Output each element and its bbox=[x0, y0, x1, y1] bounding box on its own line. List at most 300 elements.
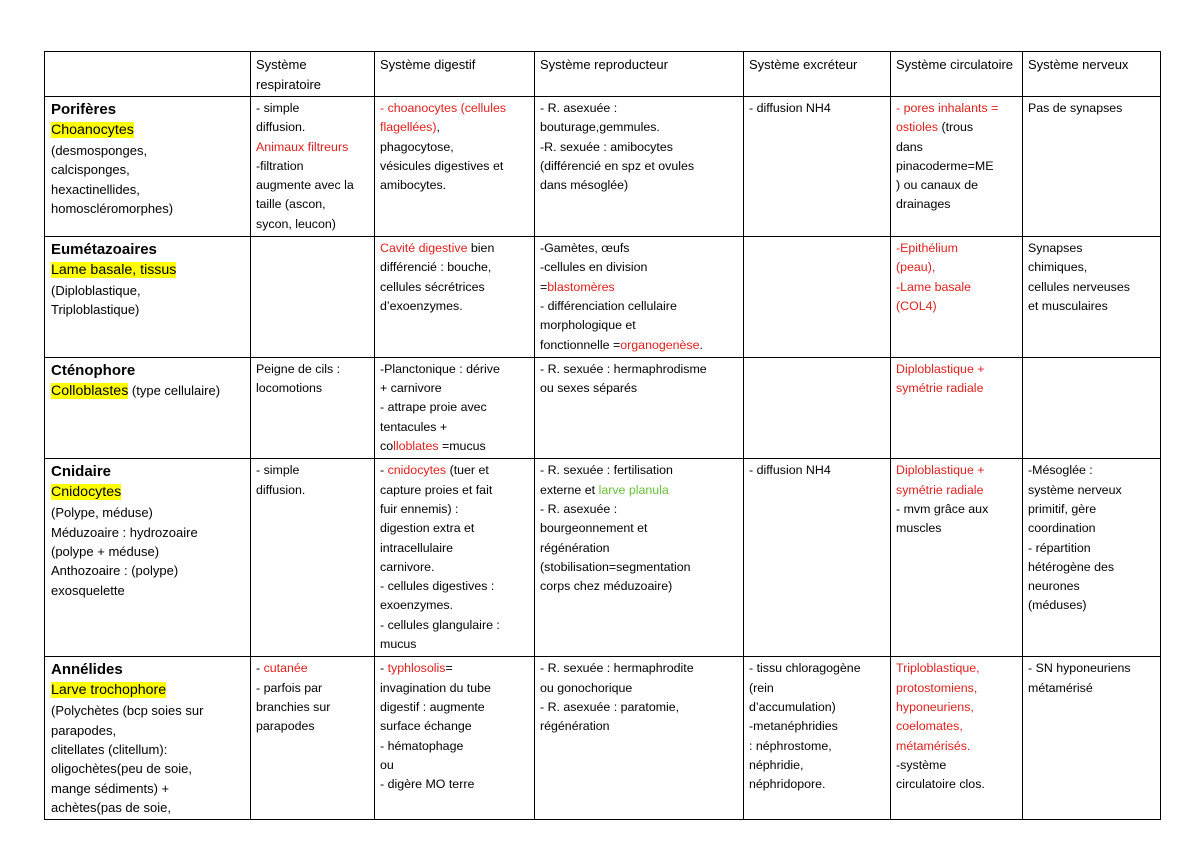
cell-line bbox=[896, 481, 1017, 500]
group-description-line: (desmosponges, bbox=[51, 143, 148, 158]
cell-text: - simple bbox=[256, 463, 300, 478]
cell-line bbox=[896, 297, 1017, 316]
cell-text: - bbox=[380, 661, 388, 676]
cell-reproducteur bbox=[535, 357, 744, 458]
cell-text: dans bbox=[896, 139, 923, 154]
cell-line bbox=[256, 195, 369, 214]
cell-line bbox=[896, 118, 1017, 137]
group-feature: Choanocytes bbox=[51, 122, 134, 138]
cell-text: -R. sexuée : amibocytes bbox=[540, 139, 673, 154]
cell-text: - diffusion NH4 bbox=[749, 463, 831, 478]
cell-line bbox=[540, 379, 738, 398]
cell-line bbox=[380, 717, 529, 736]
table-row bbox=[45, 237, 1161, 358]
cell-excreteur bbox=[744, 657, 891, 820]
cell-line bbox=[540, 258, 738, 277]
cell-text: - cellules glangulaire : bbox=[380, 617, 500, 632]
cell-text: = bbox=[445, 661, 453, 676]
cell-line bbox=[380, 519, 529, 538]
cell-text: -Epithélium bbox=[896, 241, 958, 256]
cell-text: - mvm grâce aux bbox=[896, 501, 989, 516]
cell-text: : néphrostome, bbox=[749, 738, 832, 753]
cell-line bbox=[749, 698, 885, 717]
cell-line bbox=[380, 418, 529, 437]
header-respiratoire: Système respiratoire bbox=[251, 52, 375, 97]
cell-text: -Lame basale bbox=[896, 279, 972, 294]
group-name: Annélides bbox=[51, 661, 123, 679]
cell-line bbox=[1028, 539, 1155, 558]
group-feature-line bbox=[51, 482, 245, 503]
cell-line bbox=[1028, 278, 1155, 297]
cell-text: Peigne de cils : bbox=[256, 361, 341, 376]
cell-circulatoire bbox=[891, 657, 1023, 820]
cell-text: sycon, leucon) bbox=[256, 216, 336, 231]
cell-text: et musculaires bbox=[1028, 298, 1108, 313]
cell-line bbox=[896, 756, 1017, 775]
cell-line bbox=[256, 360, 369, 379]
cell-reproducteur bbox=[535, 237, 744, 358]
cell-line bbox=[380, 437, 529, 456]
cell-text: cellules sécrétrices bbox=[380, 279, 485, 294]
cell-line bbox=[256, 138, 369, 157]
cell-text: invagination du tube bbox=[380, 680, 491, 695]
group-description-line: oligochètes(peu de soie, bbox=[51, 761, 192, 777]
group-description-line: parapodes, bbox=[51, 722, 117, 738]
cell-text: -Planctonique : dérive bbox=[380, 361, 500, 376]
cell-line bbox=[1028, 297, 1155, 316]
cell-text: - diffusion NH4 bbox=[749, 101, 831, 115]
cell-text: phagocytose, bbox=[380, 139, 454, 154]
cell-text: symétrie radiale bbox=[896, 482, 984, 497]
group-name: Porifères bbox=[51, 101, 117, 118]
cell-text: ostioles bbox=[896, 120, 939, 135]
cell-line bbox=[380, 616, 529, 635]
cell-text: néphridie, bbox=[749, 757, 804, 772]
cell-text: - choanocytes (cellules bbox=[380, 101, 507, 115]
cell-text: organogenèse bbox=[620, 337, 700, 352]
cell-text: muscles bbox=[896, 521, 942, 536]
cell-text: -système bbox=[896, 757, 947, 772]
cell-line bbox=[540, 138, 738, 157]
group-description-line: homoscléromorphes) bbox=[51, 200, 174, 216]
cell-line bbox=[896, 258, 1017, 277]
group-cell bbox=[45, 357, 251, 458]
cell-text: (peau), bbox=[896, 260, 936, 275]
cell-text: différencié : bouche, bbox=[380, 260, 492, 275]
comparison-table bbox=[44, 51, 1161, 820]
cell-text: -metanéphridies bbox=[749, 719, 838, 734]
header-row bbox=[45, 52, 1161, 97]
cell-nerveux bbox=[1023, 97, 1161, 237]
cell-line bbox=[1028, 461, 1155, 480]
cell-line bbox=[540, 297, 738, 316]
cell-reproducteur bbox=[535, 657, 744, 820]
cell-text: d’exoenzymes. bbox=[380, 298, 463, 313]
cell-line bbox=[896, 360, 1017, 379]
cell-line bbox=[256, 461, 369, 480]
table-row bbox=[45, 97, 1161, 237]
cell-text: cutanée bbox=[263, 661, 308, 676]
cell-text: blastomères bbox=[547, 279, 615, 294]
cell-line bbox=[540, 118, 738, 137]
cell-text: =mucus bbox=[438, 439, 486, 454]
cell-line bbox=[1028, 577, 1155, 596]
cell-line bbox=[540, 577, 738, 596]
cell-line bbox=[540, 539, 738, 558]
group-feature-suffix: (type cellulaire) bbox=[128, 382, 221, 398]
cell-text: - tissu chloragogène bbox=[749, 661, 861, 676]
cell-text: protostomiens, bbox=[896, 680, 978, 695]
group-feature: Larve trochophore bbox=[51, 682, 167, 699]
group-cell bbox=[45, 657, 251, 820]
cell-line bbox=[380, 577, 529, 596]
cell-text: amibocytes. bbox=[380, 178, 447, 193]
cell-line bbox=[1028, 558, 1155, 577]
cell-line bbox=[256, 215, 369, 234]
cell-line bbox=[1028, 519, 1155, 538]
cell-line bbox=[749, 756, 885, 775]
cell-circulatoire bbox=[891, 459, 1023, 657]
cell-text: pinacoderme=ME bbox=[896, 158, 994, 173]
group-description-line: Triploblastique) bbox=[51, 302, 140, 318]
cell-digestif bbox=[375, 357, 535, 458]
cell-text: parapodes bbox=[256, 719, 315, 734]
cell-line bbox=[540, 461, 738, 480]
cell-line bbox=[896, 239, 1017, 258]
cell-line bbox=[380, 157, 529, 176]
cell-line bbox=[896, 138, 1017, 157]
cell-excreteur bbox=[744, 237, 891, 358]
cell-text: (COL4) bbox=[896, 298, 937, 313]
cell-line bbox=[540, 176, 738, 195]
cell-line bbox=[749, 775, 885, 794]
cell-line bbox=[256, 118, 369, 137]
cell-text: morphologique et bbox=[540, 318, 636, 333]
cell-line bbox=[256, 157, 369, 176]
cell-line bbox=[1028, 659, 1155, 678]
cell-text: système nerveux bbox=[1028, 482, 1122, 497]
cell-line bbox=[749, 737, 885, 756]
cell-line bbox=[540, 679, 738, 698]
cell-text: digestion extra et bbox=[380, 521, 475, 536]
header-circulatoire: Système circulatoire bbox=[891, 52, 1023, 97]
cell-line bbox=[380, 176, 529, 195]
group-name: Eumétazoaires bbox=[51, 241, 157, 259]
cell-text: - R. asexuée : bbox=[540, 501, 618, 516]
cell-text: - R. sexuée : fertilisation bbox=[540, 463, 673, 478]
cell-digestif bbox=[375, 97, 535, 237]
group-feature-line bbox=[51, 120, 245, 141]
cell-text: circulatoire clos. bbox=[896, 777, 985, 792]
cell-line bbox=[380, 500, 529, 519]
cell-line bbox=[1028, 99, 1155, 118]
cell-text: typhlosolis bbox=[387, 661, 446, 676]
cell-text: flagellées) bbox=[380, 120, 437, 135]
cell-text: . bbox=[699, 337, 703, 352]
cell-text: diffusion. bbox=[256, 482, 306, 497]
cell-line bbox=[540, 558, 738, 577]
cell-line bbox=[896, 195, 1017, 214]
cell-line bbox=[380, 635, 529, 654]
table-row bbox=[45, 657, 1161, 820]
cell-line bbox=[749, 659, 885, 678]
cell-text: co bbox=[380, 439, 394, 454]
cell-text: surface échange bbox=[380, 719, 472, 734]
cell-text: - attrape proie avec bbox=[380, 400, 487, 415]
cell-text: (stobilisation=segmentation bbox=[540, 559, 691, 574]
cell-line bbox=[896, 717, 1017, 736]
cell-text: bien bbox=[467, 241, 495, 256]
cell-nerveux bbox=[1023, 237, 1161, 358]
cell-text: néphridopore. bbox=[749, 777, 826, 792]
cell-nerveux bbox=[1023, 357, 1161, 458]
group-description-line: mange sédiments) + bbox=[51, 780, 170, 796]
group-description-line: Anthozoaire : (polype) bbox=[51, 563, 179, 579]
cell-text: cellules nerveuses bbox=[1028, 279, 1130, 294]
cell-line bbox=[380, 398, 529, 417]
cell-respiratoire bbox=[251, 237, 375, 358]
cell-text: - SN hyponeuriens bbox=[1028, 661, 1131, 676]
group-feature-line bbox=[51, 680, 245, 701]
cell-line bbox=[540, 157, 738, 176]
cell-line bbox=[896, 278, 1017, 297]
cell-nerveux bbox=[1023, 459, 1161, 657]
group-description-line: exosquelette bbox=[51, 582, 125, 598]
cell-line bbox=[540, 99, 738, 118]
cell-line bbox=[380, 297, 529, 316]
cell-text: hétérogène des bbox=[1028, 559, 1115, 574]
cell-line bbox=[1028, 596, 1155, 615]
cell-text: dans mésogléе) bbox=[540, 178, 629, 193]
cell-text: augmente avec la bbox=[256, 178, 354, 193]
header-nerveux: Système nerveux bbox=[1023, 52, 1161, 97]
cell-text: fuir ennemis) : bbox=[380, 501, 459, 516]
cell-text: régénération bbox=[540, 540, 610, 555]
cell-digestif bbox=[375, 237, 535, 358]
cell-line bbox=[380, 360, 529, 379]
cell-text: corps chez méduzoaire) bbox=[540, 579, 673, 594]
cell-text: ou sexes séparés bbox=[540, 381, 638, 396]
cell-text: capture proies et fait bbox=[380, 482, 493, 497]
cell-line bbox=[380, 698, 529, 717]
cell-text: locomotions bbox=[256, 381, 323, 396]
cell-line bbox=[380, 737, 529, 756]
cell-line bbox=[896, 659, 1017, 678]
cell-text: symétrie radiale bbox=[896, 381, 984, 396]
cell-line bbox=[380, 539, 529, 558]
header-reproducteur: Système reproducteur bbox=[535, 52, 744, 97]
cell-text: bouturage,gemmules. bbox=[540, 120, 660, 135]
cell-text: Triploblastique, bbox=[896, 661, 980, 676]
cell-respiratoire bbox=[251, 657, 375, 820]
cell-text: vésicules digestives et bbox=[380, 158, 504, 173]
cell-text: Diploblastique + bbox=[896, 361, 985, 376]
cell-line bbox=[380, 379, 529, 398]
cell-line bbox=[749, 461, 885, 480]
cell-text: Synapses bbox=[1028, 241, 1083, 256]
cell-line bbox=[540, 360, 738, 379]
cell-line bbox=[256, 717, 369, 736]
cell-text: - digère MO terre bbox=[380, 777, 475, 792]
cell-line bbox=[896, 698, 1017, 717]
cell-line bbox=[896, 519, 1017, 538]
cell-text: + carnivore bbox=[380, 381, 442, 396]
group-feature-line bbox=[51, 260, 245, 281]
cell-text: (tuer et bbox=[446, 463, 489, 478]
cell-line bbox=[380, 775, 529, 794]
cell-line bbox=[540, 481, 738, 500]
cell-line bbox=[380, 138, 529, 157]
header-excreteur: Système excréteur bbox=[744, 52, 891, 97]
cell-text: (différencié en spz et ovules bbox=[540, 158, 695, 173]
cell-line bbox=[1028, 258, 1155, 277]
cell-text: coordination bbox=[1028, 521, 1096, 536]
cell-line bbox=[256, 659, 369, 678]
cell-text: ) ou canaux de bbox=[896, 178, 978, 193]
cell-text: branchies sur bbox=[256, 699, 331, 714]
cell-line bbox=[896, 157, 1017, 176]
group-description-line: achètes(pas de soie, bbox=[51, 799, 171, 815]
group-description-line: (Diploblastique, bbox=[51, 283, 141, 299]
group-feature: Colloblastes bbox=[51, 382, 129, 399]
cell-text: externe et bbox=[540, 482, 599, 497]
cell-line bbox=[896, 461, 1017, 480]
cell-line bbox=[380, 679, 529, 698]
cell-text: = bbox=[540, 279, 548, 294]
cell-line bbox=[380, 596, 529, 615]
cell-text: métamérisés. bbox=[896, 738, 971, 753]
cell-line bbox=[540, 698, 738, 717]
cell-text: chimiques, bbox=[1028, 260, 1088, 275]
group-cell bbox=[45, 97, 251, 237]
cell-respiratoire bbox=[251, 459, 375, 657]
cell-text: régénération bbox=[540, 719, 610, 734]
cell-text: -filtration bbox=[256, 158, 304, 173]
group-cell bbox=[45, 237, 251, 358]
cell-text: - R. sexuée : hermaphrodite bbox=[540, 661, 694, 676]
cell-line bbox=[749, 99, 885, 118]
cell-nerveux bbox=[1023, 657, 1161, 820]
cell-text: tentacules + bbox=[380, 419, 448, 434]
cell-text: - simple bbox=[256, 101, 300, 115]
cell-text: d’accumulation) bbox=[749, 699, 836, 714]
group-description-line: Méduzoaire : hydrozoaire bbox=[51, 524, 198, 540]
cell-text: , bbox=[436, 120, 440, 135]
cell-text: diffusion. bbox=[256, 120, 306, 135]
cell-line bbox=[540, 316, 738, 335]
cell-line bbox=[1028, 679, 1155, 698]
cell-line bbox=[1028, 239, 1155, 258]
group-description-line: (Polychètes (bcp soies sur bbox=[51, 703, 204, 719]
cell-excreteur bbox=[744, 459, 891, 657]
group-description-line: (Polype, méduse) bbox=[51, 505, 153, 521]
header-digestif: Système digestif bbox=[375, 52, 535, 97]
cell-line bbox=[380, 481, 529, 500]
cell-text: métamérisé bbox=[1028, 680, 1093, 695]
cell-line bbox=[540, 717, 738, 736]
cell-text: Cavité digestive bbox=[380, 241, 468, 256]
group-description-line: (polype + méduse) bbox=[51, 543, 160, 559]
cell-text: - R. sexuée : hermaphrodisme bbox=[540, 361, 707, 376]
cell-line bbox=[540, 336, 738, 355]
cell-excreteur bbox=[744, 357, 891, 458]
cell-text: fonctionnelle = bbox=[540, 337, 621, 352]
cell-line bbox=[1028, 481, 1155, 500]
cell-text: ou bbox=[380, 757, 394, 772]
cell-text: Diploblastique + bbox=[896, 463, 985, 478]
group-description-line: calcisponges, bbox=[51, 162, 130, 178]
cell-text: drainages bbox=[896, 197, 951, 212]
cell-line bbox=[896, 679, 1017, 698]
cell-text: taille (ascon, bbox=[256, 197, 326, 212]
group-cell bbox=[45, 459, 251, 657]
cell-excreteur bbox=[744, 97, 891, 237]
cell-line bbox=[256, 698, 369, 717]
cell-text: ou gonochorique bbox=[540, 680, 633, 695]
cell-text: coelomates, bbox=[896, 719, 963, 734]
cell-text: -Mésoglée : bbox=[1028, 463, 1093, 478]
cell-line bbox=[380, 239, 529, 258]
cell-text: - pores inhalants = bbox=[896, 101, 999, 115]
cell-text: digestif : augmente bbox=[380, 699, 485, 714]
cell-text: -cellules en division bbox=[540, 260, 648, 275]
cell-text: larve planula bbox=[598, 482, 669, 497]
group-feature: Cnidocytes bbox=[51, 484, 122, 501]
cell-line bbox=[380, 659, 529, 678]
cell-line bbox=[380, 258, 529, 277]
cell-line bbox=[380, 461, 529, 480]
cell-text: primitif, gère bbox=[1028, 501, 1097, 516]
cell-text: - R. asexuée : bbox=[540, 101, 618, 115]
cell-reproducteur bbox=[535, 97, 744, 237]
cell-line bbox=[540, 239, 738, 258]
group-description-line: clitellates (clitellum): bbox=[51, 741, 168, 757]
cell-text: neurones bbox=[1028, 579, 1080, 594]
cell-line bbox=[380, 99, 529, 118]
cell-line bbox=[896, 500, 1017, 519]
cell-text: - bbox=[256, 661, 264, 676]
cell-line bbox=[256, 481, 369, 500]
cell-digestif bbox=[375, 459, 535, 657]
cell-line bbox=[380, 278, 529, 297]
cell-digestif bbox=[375, 657, 535, 820]
header-cell-empty bbox=[45, 52, 251, 97]
cell-line bbox=[540, 278, 738, 297]
cell-text: Pas de synapses bbox=[1028, 101, 1123, 115]
cell-circulatoire bbox=[891, 237, 1023, 358]
cell-text: (trous bbox=[938, 120, 974, 135]
cell-text: bourgeonnement et bbox=[540, 521, 648, 536]
cell-line bbox=[256, 99, 369, 118]
cell-text: cnidocytes bbox=[387, 463, 447, 478]
cell-line bbox=[749, 679, 885, 698]
group-name: Cnidaire bbox=[51, 463, 112, 481]
cell-text: hyponeuriens, bbox=[896, 699, 974, 714]
cell-line bbox=[380, 756, 529, 775]
cell-line bbox=[540, 659, 738, 678]
cell-text: - cellules digestives : bbox=[380, 579, 495, 594]
group-feature-line bbox=[51, 381, 245, 402]
cell-respiratoire bbox=[251, 97, 375, 237]
cell-text: -Gamètes, œufs bbox=[540, 241, 630, 256]
cell-text: (méduses) bbox=[1028, 598, 1087, 613]
cell-line bbox=[256, 679, 369, 698]
cell-text: Animaux filtreurs bbox=[256, 139, 349, 154]
cell-reproducteur bbox=[535, 459, 744, 657]
cell-text: mucus bbox=[380, 637, 417, 652]
cell-line bbox=[896, 176, 1017, 195]
cell-line bbox=[540, 519, 738, 538]
